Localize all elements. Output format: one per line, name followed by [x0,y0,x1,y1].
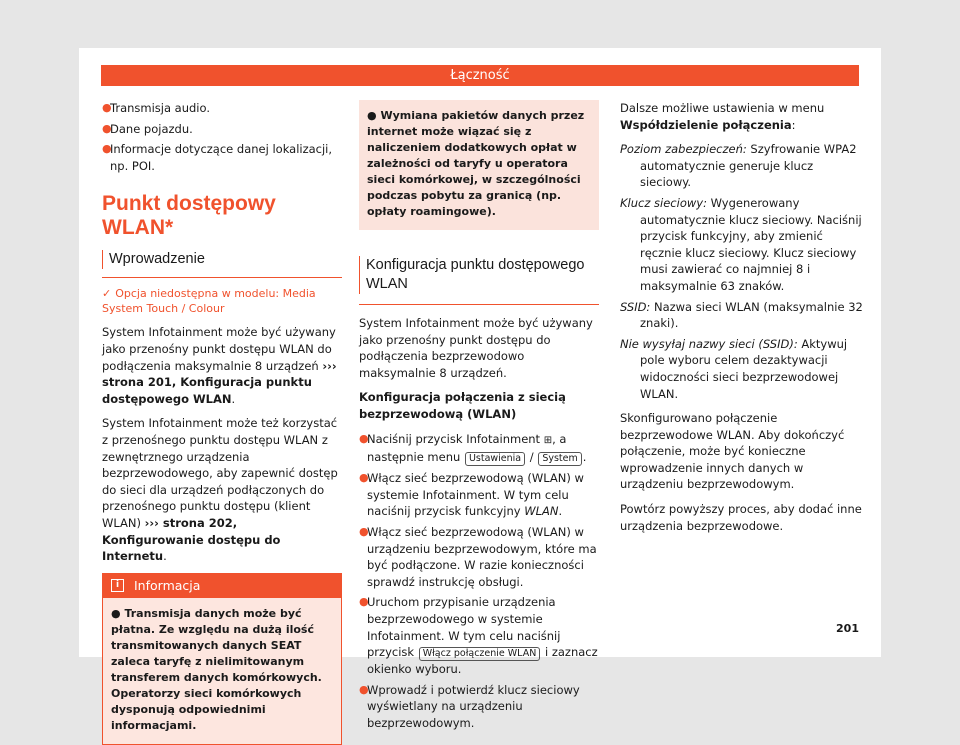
list-item: ● Włącz sieć bezprzewodową (WLAN) w systemie Infotainment. W tym celu naciśnij przycisk funkcyjny WLAN. [359,471,584,519]
info-box-header: i Informacja [103,574,341,599]
list-item: ● Dane pojazdu. [102,121,193,136]
definition-item: Poziom zabezpieczeń: Szyfrowanie WPA2 automatycznie generuje klucz sieciowy. [620,142,857,190]
availability-note: ✓ Opcja niedostępna w modelu: Media System Touch / Colour [102,287,316,316]
list-item: ● Wprowadź i potwierdź klucz sieciowy wyświetlany na urządzeniu bezprzewodowym. [359,682,580,730]
manual-page [79,48,881,733]
enable-wlan-button-label: Włącz połączenie WLAN [419,647,541,661]
paragraph: Powtórz powyższy proces, aby dodać inne urządzenia bezprzewodowe. [620,502,862,533]
page-number: 201 [836,622,859,635]
menu-grid-icon: ⊞ [543,434,553,446]
paragraph: Skonfigurowano połączenie bezprzewodowe WLAN. Aby dokończyć połączenie, może być konieczne wprowadzenie innych danych w urządzeniu bezprzewodowym. [620,411,845,492]
subsection-header [102,250,342,278]
definition-item: Klucz sieciowy: Wygenerowany automatycznie klucz sieciowy. Naciśnij przycisk funkcyjny, aby zmienić ręcznie klucz sieciowy. Klucz sieciowy musi zawierać co najmniej 8 i maksymalnie 63 znaków. [620,195,862,293]
list-item: ● Uruchom przypisanie urządzenia bezprzewodowego w systemie Infotainment. W tym celu naciśnij przycisk Włącz połączenie WLAN i zaznacz okienko wyboru. [359,595,598,677]
list-item: ● Informacje dotyczące danej lokalizacji, np. POI. [102,142,333,173]
paragraph: System Infotainment może być używany jako przenośny punkt dostępu do podłączenia bezprzewodowo maksymalnie 8 urządzeń. [359,316,593,380]
cross-reference-link[interactable]: ››› strona 201, Konfiguracja punktu dostępowego WLAN [102,358,337,406]
section-title: Punkt dostępowy WLAN* [102,192,276,240]
definition-item: SSID: Nazwa sieci WLAN (maksymalnie 32 znaki). [620,299,863,331]
chapter-header: Łączność [101,65,859,86]
list-item: ● Naciśnij przycisk Infotainment ⊞, a następnie menu Ustawienia / System . [359,431,587,465]
list-item: ● Transmisja audio. [102,101,210,115]
list-item: ● Włącz sieć bezprzewodową (WLAN) w urządzeniu bezprzewodowym, które ma być podłączone. W razie konieczności sprawdź instrukcję obsługi. [359,524,597,589]
paragraph: System Infotainment może też korzystać z przenośnego punktu dostępu WLAN z zewnętrznego urządzenia bezprzewodowego, aby zapewnić dostęp do sieci dla urządzeń podłączonych do przenośnego punktu dostępu (klient WLAN) ››› strona 202, Konfigurowanie dostępu do Internetu. [102,416,338,564]
system-button-label: System [538,452,581,466]
column-3 [620,100,865,542]
paragraph: Dalsze możliwe ustawienia w menu Współdzielenie połączenia: [620,101,825,132]
column-1 [102,100,342,745]
info-icon: i [111,579,124,592]
subheading: Konfiguracja połączenia z siecią bezprzewodową (WLAN) [359,390,566,421]
subsection-header [359,256,599,305]
bullet-list [102,100,342,174]
column-2 [359,100,599,739]
info-box [102,573,342,745]
subsection-title: Konfiguracja punktu dostępowego WLAN [359,256,599,294]
info-box-continued: ● Wymiana pakietów danych przez internet może wiązać się z naliczeniem dodatkowych opłat w zależności od taryfy u operatora sieci komórkowej, w szczególności podczas pobytu za granicą (np. opłaty roamingowe). [359,100,599,230]
info-box-body: ● Transmisja danych może być płatna. Ze względu na dużą ilość transmitowanych danych SEAT zaleca taryfę z nielimitowanym transferem danych komórkowych. Operatorzy sieci komórkowych dysponują odpowiednimi informacjami. [103,598,341,744]
definition-item: Nie wysyłaj nazwy sieci (SSID): Aktywuj pole wyboru celem dezaktywacji widoczności sieci bezprzewodowej WLAN. [620,336,848,401]
check-icon: ✓ [102,287,112,301]
paragraph: System Infotainment może być używany jako przenośny punkt dostępu WLAN do podłączenia maksymalnie 8 urządzeń ››› strona 201, Konfiguracja punktu dostępowego WLAN. [102,325,337,406]
step-list [359,431,599,732]
subsection-title: Wprowadzenie [102,250,342,269]
settings-button-label: Ustawienia [465,452,525,466]
cross-reference-link[interactable]: ››› strona 202, Konfigurowanie dostępu do Internetu [102,515,281,564]
